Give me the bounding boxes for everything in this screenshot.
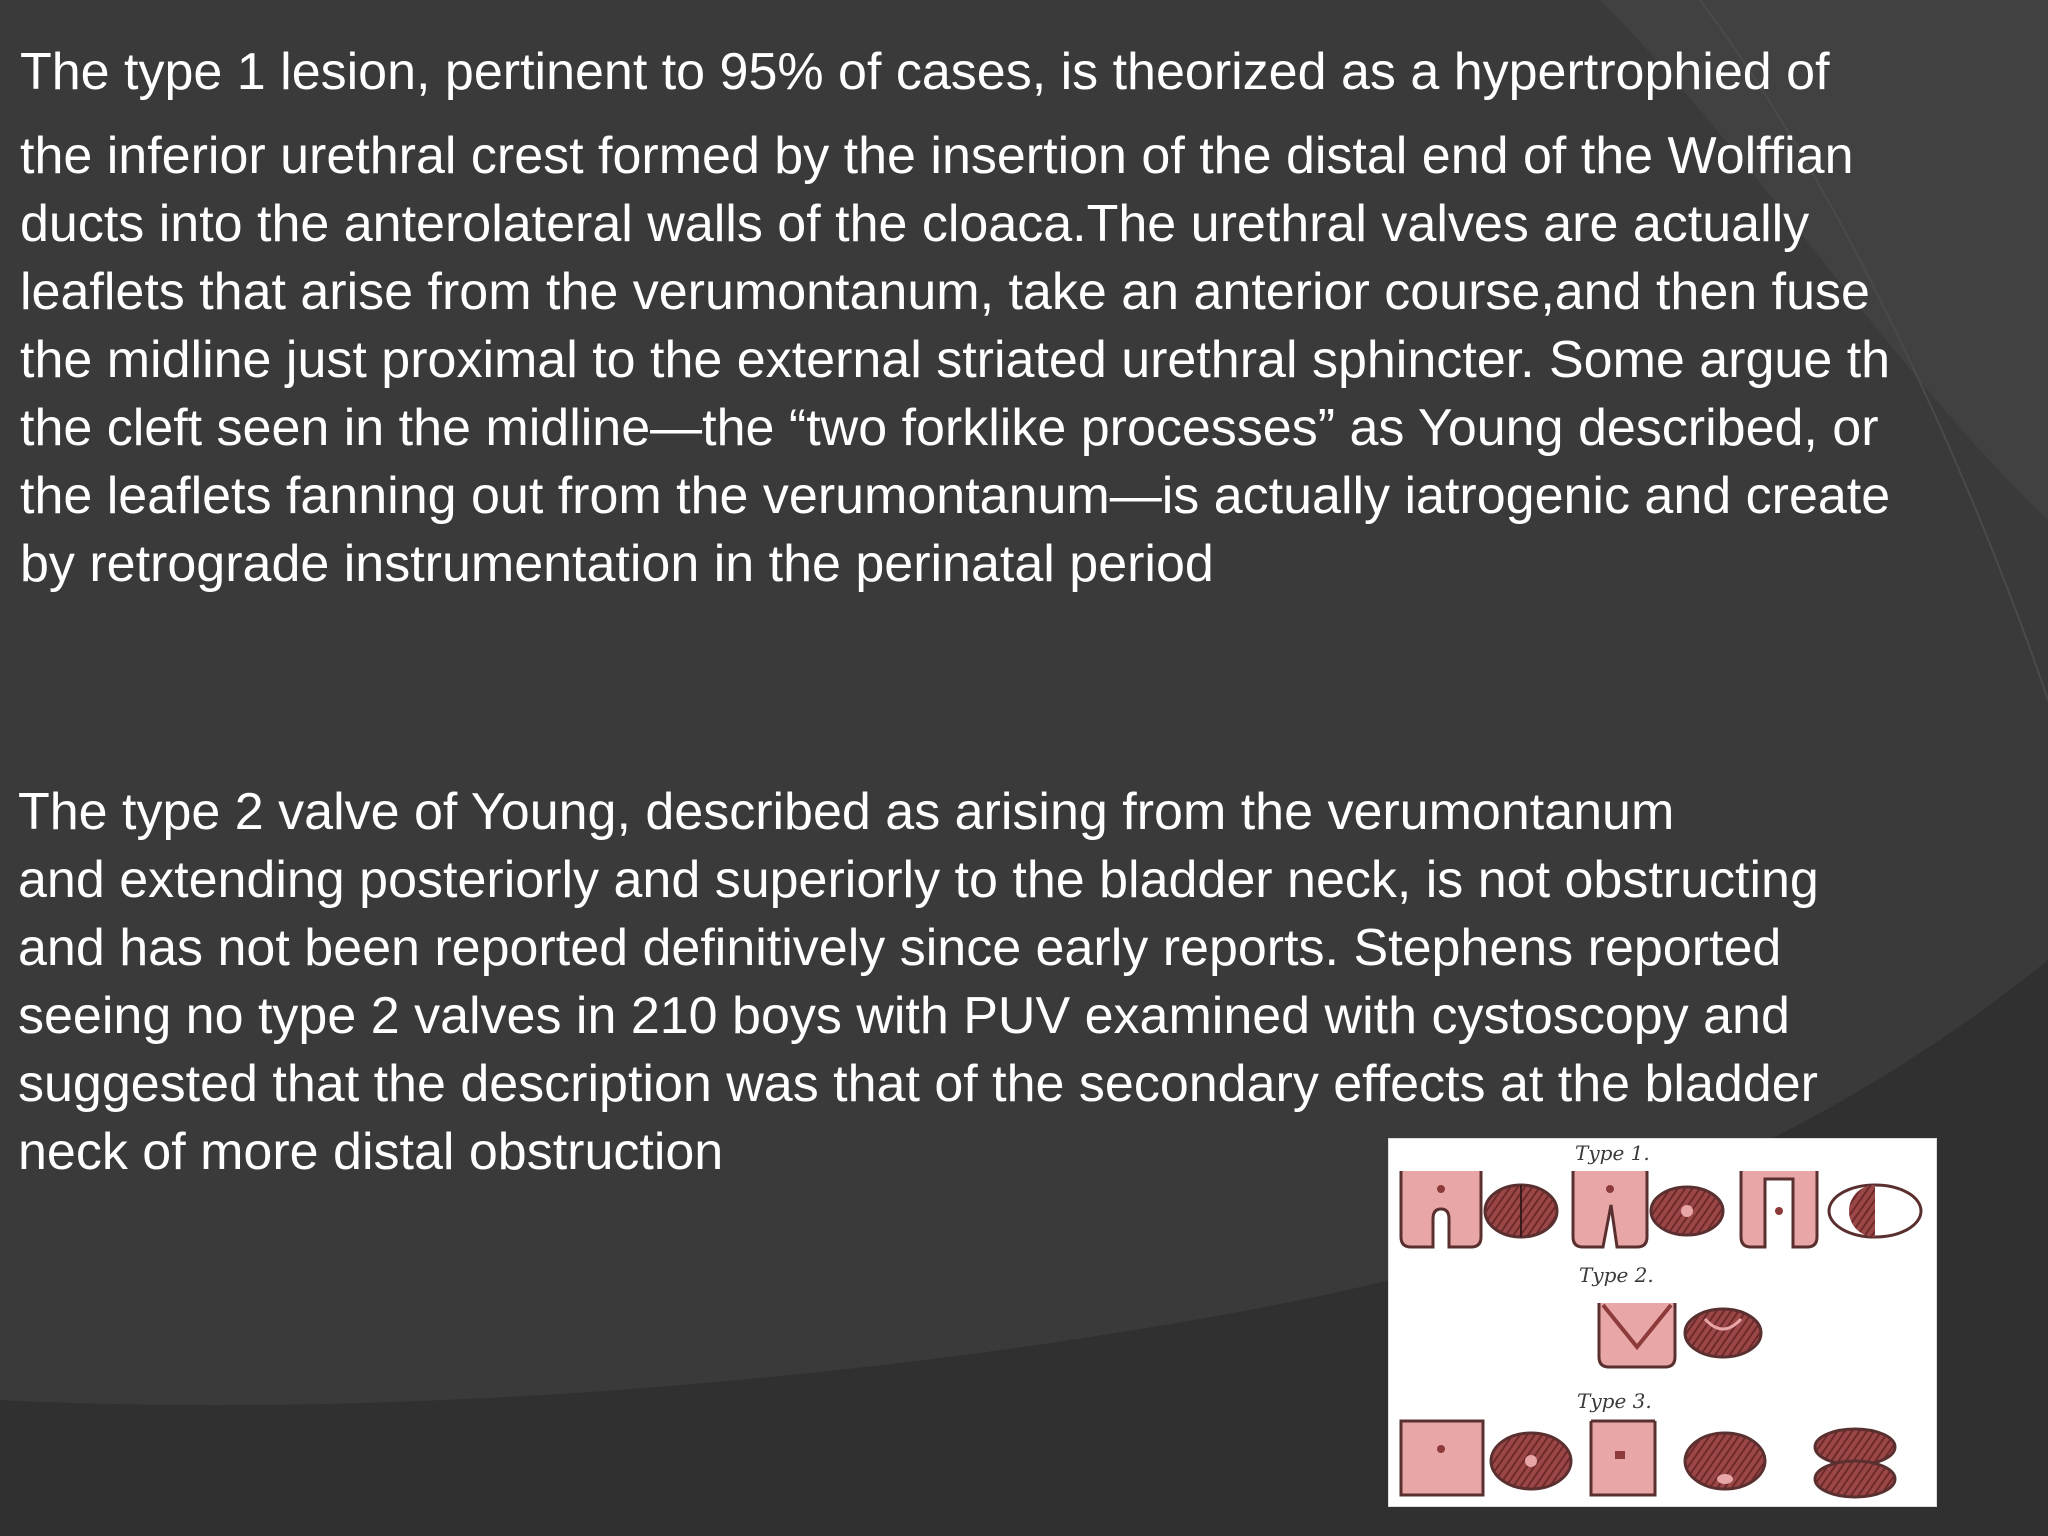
paragraph-2-line: seeing no type 2 valves in 210 boys with PUV examined with cystoscopy and [18,987,1790,1045]
type-2-diagrams [1599,1303,1761,1367]
type-1-label: Type 1. [1575,1141,1650,1165]
paragraph-2-line: neck of more distal obstruction [18,1123,724,1181]
type-2-label: Type 2. [1579,1263,1654,1287]
paragraph-2-line: The type 2 valve of Young, described as arising from the verumontanum [18,783,1675,841]
paragraph-1-line: leaflets that arise from the verumontanum, take an anterior course,and then fuse [20,263,1870,321]
paragraph-2-line: and has not been reported definitively since early reports. Stephens reported [18,919,1782,977]
paragraph-1-line: by retrograde instrumentation in the perinatal period [20,535,1214,593]
urethral-valve-types-figure [1388,1138,1937,1507]
type-1-diagrams [1401,1171,1921,1247]
paragraph-1-line: the midline just proximal to the external striated urethral sphincter. Some argue th [20,331,1891,389]
paragraph-2-line: suggested that the description was that of the secondary effects at the bladder [18,1055,1818,1113]
paragraph-1-line: the leaflets fanning out from the verumontanum—is actually iatrogenic and create [20,467,1891,525]
paragraph-1-line: the cleft seen in the midline—the “two forklike processes” as Young described, or [20,399,1879,457]
paragraph-2-line: and extending posteriorly and superiorly to the bladder neck, is not obstructing [18,851,1819,909]
type-3-diagrams [1401,1421,1895,1497]
valve-diagrams [1389,1139,1936,1506]
paragraph-1-line: the inferior urethral crest formed by the insertion of the distal end of the Wolffian [20,127,1854,185]
paragraph-1-line: ducts into the anterolateral walls of the cloaca.The urethral valves are actually [20,195,1810,253]
type-3-label: Type 3. [1577,1389,1652,1413]
paragraph-1-line: The type 1 lesion, pertinent to 95% of cases, is theorized as a hypertrophied of [20,43,1830,101]
